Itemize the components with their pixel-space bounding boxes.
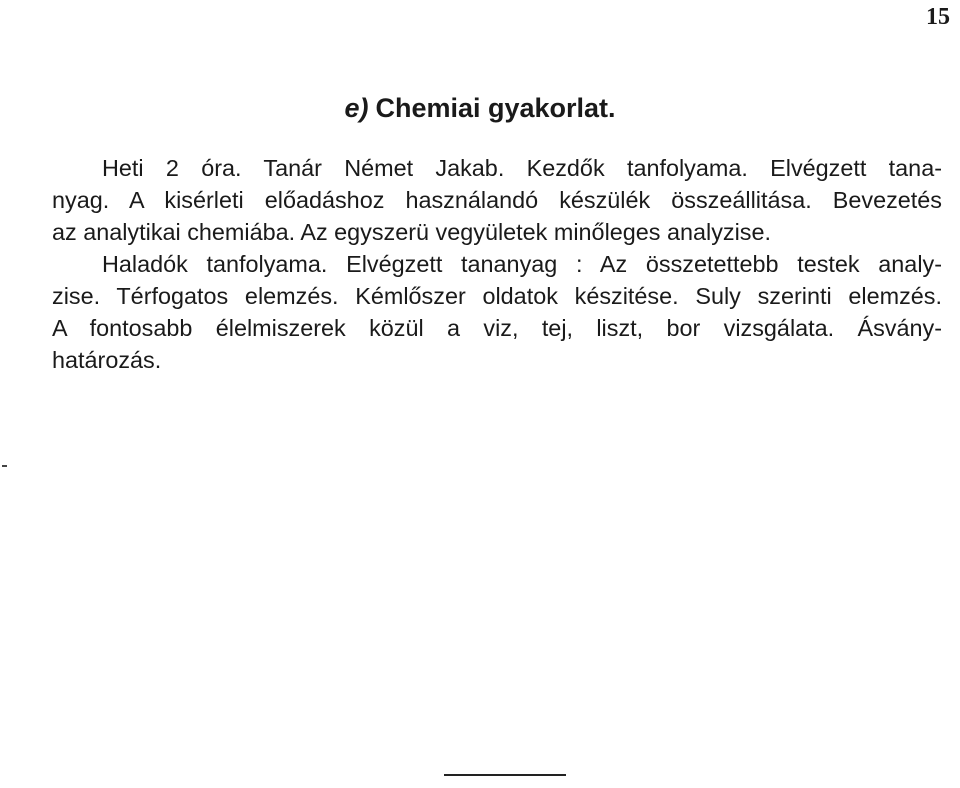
section-title: Chemiai gyakorlat. [375,93,616,123]
page-number: 15 [926,4,950,30]
body-line: Haladók tanfolyama. Elvégzett tananyag : Az összetettebb testek analy- [102,251,942,277]
body-line: zise. Térfogatos elemzés. Kémlőszer oldatok készitése. Suly szerinti elemzés. [52,283,942,309]
section-marker: e) [344,93,369,123]
end-rule [444,774,566,776]
body-line: A fontosabb élelmiszerek közül a viz, tej, liszt, bor vizsgálata. Ásvány- [52,315,942,341]
section-heading [0,93,960,124]
body-line: határozás. [52,347,162,373]
body-line: az analytikai chemiába. Az egyszerü vegyületek minőleges analyzise. [52,219,771,245]
body-line: Heti 2 óra. Tanár Német Jakab. Kezdők tanfolyama. Elvégzett tana- [102,155,942,181]
margin-mark [2,465,7,467]
section-body [52,152,942,376]
body-line: nyag. A kisérleti előadáshoz használandó készülék összeállitása. Bevezetés [52,187,942,213]
